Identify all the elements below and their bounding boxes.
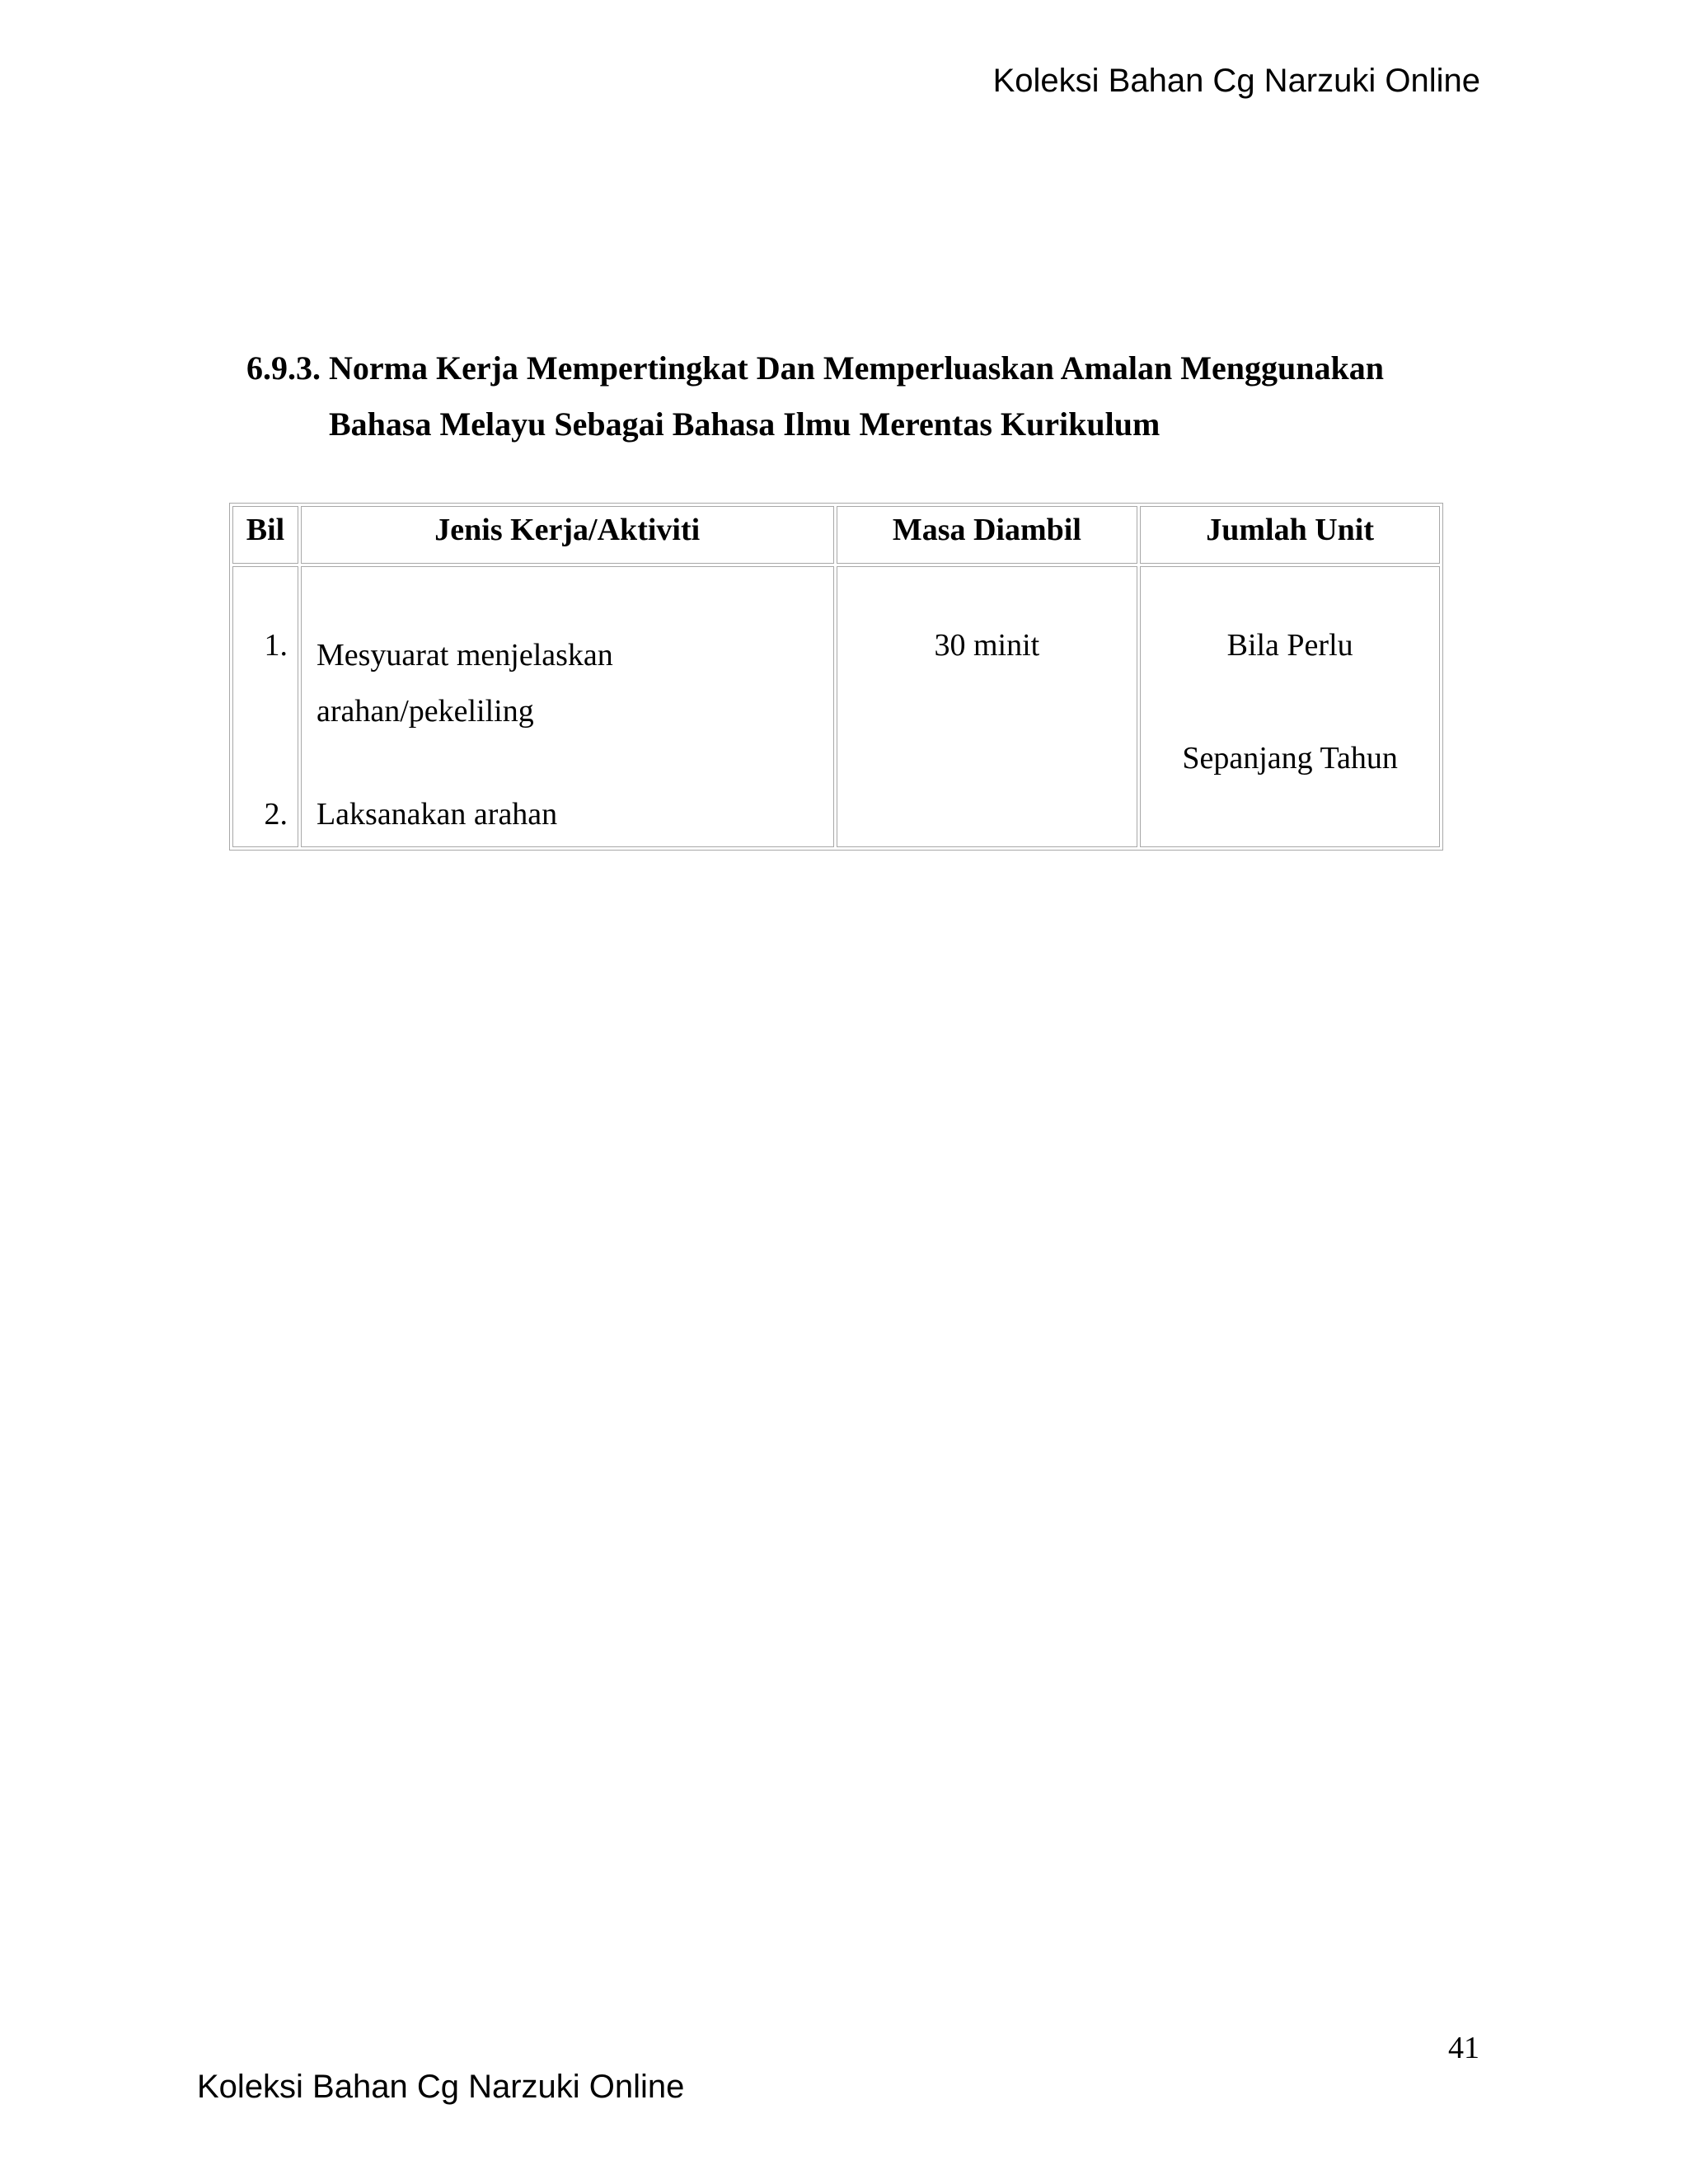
masa-cell (837, 566, 1138, 847)
table-header-row (232, 506, 1440, 564)
jumlah-item-1: Bila Perlu (1226, 628, 1353, 663)
jenis-item-1: Mesyuarat menjelaskan arahan/pekeliling (316, 638, 613, 729)
jenis-cell (301, 566, 834, 847)
column-header-jumlah: Jumlah Unit (1140, 506, 1440, 564)
column-header-bil: Bil (232, 506, 298, 564)
jumlah-item-2: Sepanjang Tahun (1182, 741, 1398, 776)
section-heading-line2: Bahasa Melayu Sebagai Bahasa Ilmu Merentas Kurikulum (329, 405, 1160, 443)
footer-watermark: Koleksi Bahan Cg Narzuki Online (197, 2069, 685, 2105)
work-norm-table (229, 503, 1443, 851)
table-row (232, 566, 1440, 847)
bil-item-1: 1. (264, 628, 288, 663)
section-heading-line1: 6.9.3. Norma Kerja Mempertingkat Dan Memperluaskan Amalan Menggunakan (246, 349, 1384, 387)
column-header-jenis: Jenis Kerja/Aktiviti (301, 506, 834, 564)
masa-item-1: 30 minit (934, 628, 1040, 663)
bil-cell (232, 566, 298, 847)
section-heading (246, 340, 1483, 452)
header-watermark: Koleksi Bahan Cg Narzuki Online (992, 63, 1480, 99)
jumlah-cell (1140, 566, 1440, 847)
column-header-masa: Masa Diambil (837, 506, 1138, 564)
page-number: 41 (1448, 2031, 1479, 2065)
jenis-item-2: Laksanakan arahan (316, 797, 558, 832)
bil-item-2: 2. (264, 797, 288, 832)
